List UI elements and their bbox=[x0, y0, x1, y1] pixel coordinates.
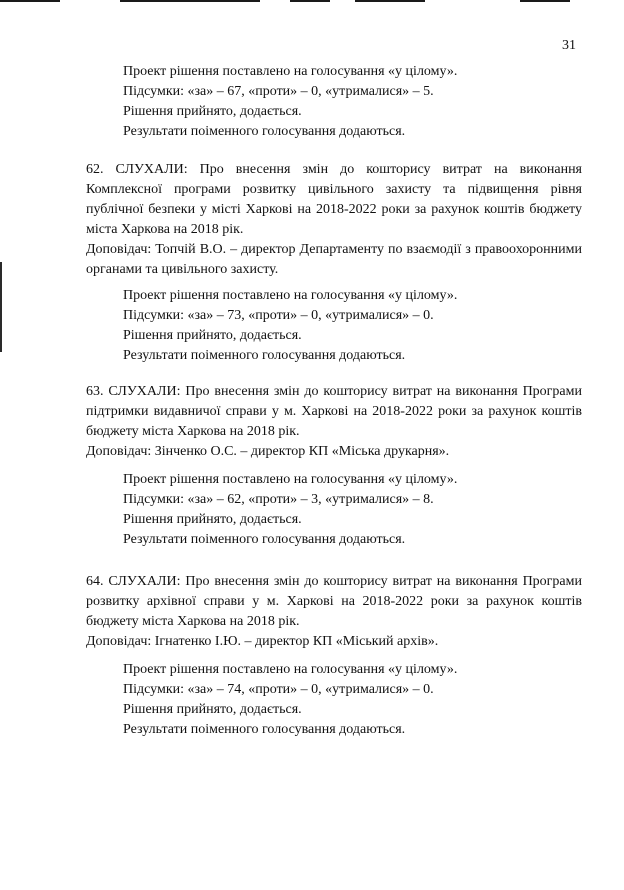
scan-mark bbox=[0, 0, 60, 2]
speaker-paragraph: Доповідач: Зінченко О.С. – директор КП «Міська друкарня». bbox=[86, 444, 450, 459]
vote-line: Результати поіменного голосування додаються. bbox=[123, 722, 406, 737]
speaker-paragraph: Доповідач: Топчій В.О. – директор Департаменту по взаємодії з правоохоронними органами та цивільного захисту. bbox=[86, 242, 582, 277]
scan-mark bbox=[290, 0, 330, 2]
vote-line: Результати поіменного голосування додаються. bbox=[123, 532, 406, 547]
scan-top-edge bbox=[0, 0, 624, 4]
agenda-item-64 bbox=[86, 572, 582, 652]
vote-line: Підсумки: «за» – 73, «проти» – 0, «утрималися» – 0. bbox=[123, 308, 434, 323]
vote-line: Результати поіменного голосування додаються. bbox=[123, 348, 406, 363]
vote-line: Підсумки: «за» – 74, «проти» – 0, «утрималися» – 0. bbox=[123, 682, 434, 697]
vote-line: Рішення прийнято, додається. bbox=[123, 328, 302, 343]
vote-line: Підсумки: «за» – 67, «проти» – 0, «утрималися» – 5. bbox=[123, 84, 434, 99]
speaker-paragraph: Доповідач: Ігнатенко І.Ю. – директор КП «Міський архів». bbox=[86, 634, 439, 649]
scan-mark bbox=[520, 0, 570, 2]
vote-line: Результати поіменного голосування додаються. bbox=[123, 124, 406, 139]
heard-paragraph: 63. СЛУХАЛИ: Про внесення змін до кошторису витрат на виконання Програми підтримки видавничої справи у м. Харкові на 2018-2022 роки за рахунок коштів бюджету міста Харкова на 2018 рік. bbox=[86, 384, 582, 439]
vote-line: Проект рішення поставлено на голосування «у цілому». bbox=[123, 662, 458, 677]
scan-mark bbox=[120, 0, 260, 2]
agenda-item-62 bbox=[86, 160, 582, 280]
vote-line: Рішення прийнято, додається. bbox=[123, 702, 302, 717]
vote-line: Проект рішення поставлено на голосування «у цілому». bbox=[123, 64, 458, 79]
scan-mark bbox=[355, 0, 425, 2]
vote-line: Рішення прийнято, додається. bbox=[123, 104, 302, 119]
scan-left-edge bbox=[0, 262, 2, 352]
vote-result-block bbox=[123, 286, 583, 366]
vote-result-block bbox=[123, 62, 583, 142]
vote-line: Проект рішення поставлено на голосування «у цілому». bbox=[123, 288, 458, 303]
page-number: 31 bbox=[562, 38, 576, 53]
agenda-item-63 bbox=[86, 382, 582, 462]
vote-line: Проект рішення поставлено на голосування «у цілому». bbox=[123, 472, 458, 487]
heard-paragraph: 62. СЛУХАЛИ: Про внесення змін до кошторису витрат на виконання Комплексної програми розвитку цивільного захисту та підвищення рівня публічної безпеки у місті Харкові на 2018-2022 роки за рахунок коштів бюджету міста Харкова на 2018 рік. bbox=[86, 162, 582, 237]
vote-line: Підсумки: «за» – 62, «проти» – 3, «утрималися» – 8. bbox=[123, 492, 434, 507]
vote-result-block bbox=[123, 660, 583, 740]
heard-paragraph: 64. СЛУХАЛИ: Про внесення змін до кошторису витрат на виконання Програми розвитку архівної справи у м. Харкові на 2018-2022 роки за рахунок коштів бюджету міста Харкова на 2018 рік. bbox=[86, 574, 582, 629]
vote-line: Рішення прийнято, додається. bbox=[123, 512, 302, 527]
vote-result-block bbox=[123, 470, 583, 550]
